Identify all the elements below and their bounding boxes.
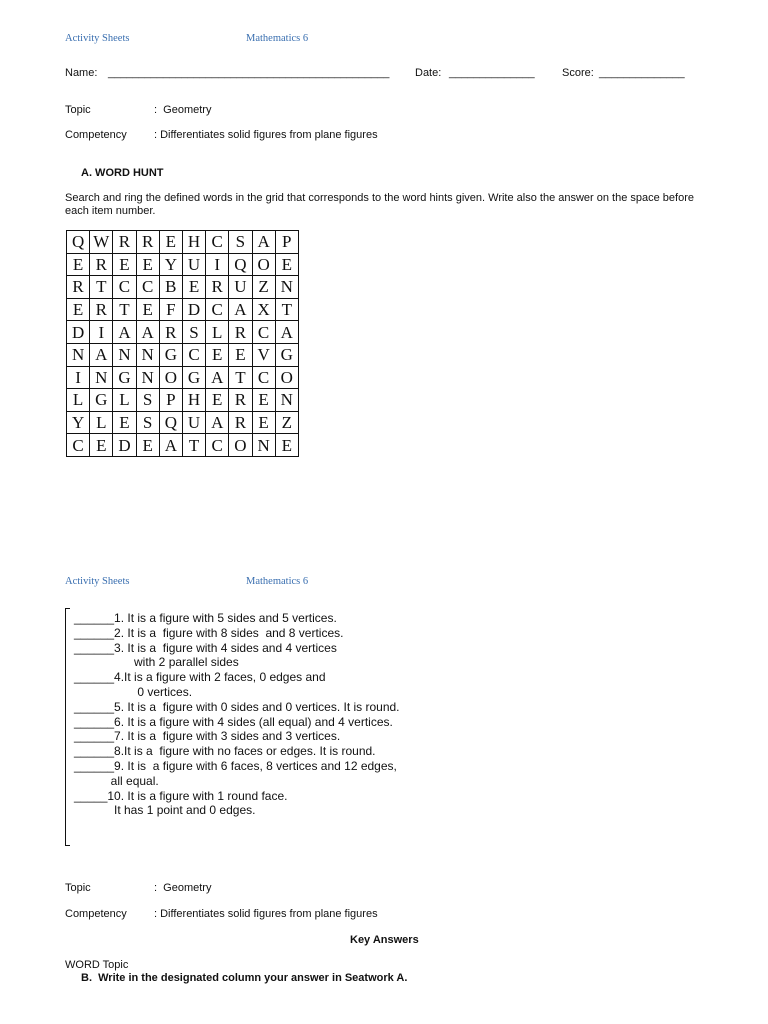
bracket-bottom — [65, 845, 70, 846]
grid-cell: G — [159, 343, 182, 366]
grid-cell: E — [275, 253, 298, 276]
grid-cell: R — [90, 253, 113, 276]
grid-row — [67, 231, 299, 254]
grid-cell: A — [159, 434, 182, 457]
grid-cell: E — [113, 411, 136, 434]
grid-cell: C — [252, 366, 275, 389]
section-b-instruction: B. Write in the designated column your answer in Seatwork A. — [81, 972, 408, 984]
grid-cell: L — [206, 321, 229, 344]
grid-cell: U — [182, 411, 205, 434]
grid-cell: E — [136, 434, 159, 457]
grid-cell: A — [206, 411, 229, 434]
hint-line: 0 vertices. — [74, 684, 193, 699]
grid-cell: I — [67, 366, 90, 389]
topic-label-2: Topic — [65, 882, 91, 894]
grid-cell: E — [206, 389, 229, 412]
hint-line: ______8.It is a figure with no faces or edges. It is round. — [74, 744, 376, 759]
grid-cell: L — [90, 411, 113, 434]
topic-value: : Geometry — [154, 104, 212, 116]
grid-cell: N — [275, 389, 298, 412]
hint-line: _____10. It is a figure with 1 round face. — [74, 788, 288, 803]
grid-cell: Q — [67, 231, 90, 254]
grid-row — [67, 343, 299, 366]
grid-cell: N — [113, 343, 136, 366]
grid-cell: B — [159, 276, 182, 299]
grid-cell: C — [67, 434, 90, 457]
instructions-line-1: Search and ring the defined words in the grid that corresponds to the word hints given. Write also the answer on the space before — [65, 192, 694, 204]
date-label: Date: — [415, 67, 442, 79]
grid-cell: A — [90, 343, 113, 366]
grid-cell: N — [67, 343, 90, 366]
header-left-2: Activity Sheets — [65, 576, 130, 587]
grid-cell: P — [275, 231, 298, 254]
grid-cell: S — [136, 411, 159, 434]
grid-cell: R — [67, 276, 90, 299]
grid-cell: T — [113, 298, 136, 321]
hints-bracket — [65, 608, 66, 846]
grid-cell: G — [182, 366, 205, 389]
grid-cell: F — [159, 298, 182, 321]
hint-line: ______5. It is a figure with 0 sides and 0 vertices. It is round. — [74, 699, 400, 714]
instructions-line-2: each item number. — [65, 205, 156, 217]
grid-cell: R — [229, 411, 252, 434]
grid-cell: E — [206, 343, 229, 366]
header-left: Activity Sheets — [65, 33, 130, 44]
grid-row — [67, 366, 299, 389]
grid-cell: E — [113, 253, 136, 276]
grid-cell: R — [113, 231, 136, 254]
grid-cell: A — [136, 321, 159, 344]
hint-line: with 2 parallel sides — [74, 655, 239, 670]
grid-cell: C — [206, 231, 229, 254]
hint-line: ______2. It is a figure with 8 sides and 8 vertices. — [74, 625, 344, 640]
grid-cell: E — [275, 434, 298, 457]
grid-cell: C — [136, 276, 159, 299]
grid-cell: Y — [67, 411, 90, 434]
grid-cell: R — [159, 321, 182, 344]
grid-cell: T — [182, 434, 205, 457]
grid-cell: G — [90, 389, 113, 412]
grid-cell: N — [136, 366, 159, 389]
hint-line: ______7. It is a figure with 3 sides and 3 vertices. — [74, 729, 341, 744]
grid-cell: P — [159, 389, 182, 412]
grid-cell: D — [67, 321, 90, 344]
grid-cell: N — [136, 343, 159, 366]
grid-cell: E — [229, 343, 252, 366]
competency-label-2: Competency — [65, 908, 127, 920]
hint-line: ______1. It is a figure with 5 sides and 5 vertices. — [74, 611, 337, 625]
grid-row — [67, 389, 299, 412]
grid-cell: O — [275, 366, 298, 389]
date-line: ______________ — [449, 67, 535, 79]
grid-cell: U — [182, 253, 205, 276]
grid-cell: V — [252, 343, 275, 366]
grid-cell: U — [229, 276, 252, 299]
hint-line: all equal. — [74, 773, 159, 788]
grid-cell: S — [136, 389, 159, 412]
grid-cell: E — [136, 253, 159, 276]
grid-row — [67, 298, 299, 321]
grid-cell: I — [90, 321, 113, 344]
grid-cell: H — [182, 231, 205, 254]
grid-cell: E — [136, 298, 159, 321]
grid-cell: S — [182, 321, 205, 344]
hint-line: ______9. It is a figure with 6 faces, 8 vertices and 12 edges, — [74, 758, 397, 773]
grid-row — [67, 276, 299, 299]
grid-cell: T — [229, 366, 252, 389]
grid-cell: R — [136, 231, 159, 254]
grid-cell: C — [206, 298, 229, 321]
competency-value-2: : Differentiates solid figures from plane figures — [154, 908, 378, 920]
grid-cell: Y — [159, 253, 182, 276]
grid-row — [67, 434, 299, 457]
header-right: Mathematics 6 — [246, 33, 309, 44]
grid-row — [67, 321, 299, 344]
hint-line: ______4.It is a figure with 2 faces, 0 edges and — [74, 670, 326, 685]
grid-cell: R — [90, 298, 113, 321]
grid-cell: I — [206, 253, 229, 276]
grid-cell: Q — [159, 411, 182, 434]
grid-cell: O — [229, 434, 252, 457]
grid-cell: R — [229, 321, 252, 344]
grid-cell: D — [182, 298, 205, 321]
hints-list — [74, 611, 400, 818]
grid-cell: Z — [275, 411, 298, 434]
grid-cell: C — [206, 434, 229, 457]
grid-cell: A — [252, 231, 275, 254]
grid-row — [67, 253, 299, 276]
grid-cell: D — [113, 434, 136, 457]
grid-cell: O — [252, 253, 275, 276]
grid-cell: G — [113, 366, 136, 389]
grid-cell: W — [90, 231, 113, 254]
word-hunt-grid — [66, 230, 299, 457]
grid-cell: H — [182, 389, 205, 412]
bracket-top — [65, 608, 70, 609]
grid-cell: C — [113, 276, 136, 299]
grid-cell: A — [113, 321, 136, 344]
key-answers-heading: Key Answers — [350, 934, 419, 946]
name-label: Name: — [65, 67, 98, 79]
grid-cell: R — [229, 389, 252, 412]
hint-line: It has 1 point and 0 edges. — [74, 803, 256, 818]
grid-cell: R — [206, 276, 229, 299]
grid-cell: C — [182, 343, 205, 366]
grid-cell: E — [90, 434, 113, 457]
grid-row — [67, 411, 299, 434]
grid-cell: Q — [229, 253, 252, 276]
grid-cell: A — [275, 321, 298, 344]
topic-value-2: : Geometry — [154, 882, 212, 894]
grid-cell: L — [67, 389, 90, 412]
grid-cell: E — [252, 389, 275, 412]
score-label: Score: — [562, 67, 594, 79]
grid-cell: S — [229, 231, 252, 254]
grid-cell: N — [275, 276, 298, 299]
grid-cell: L — [113, 389, 136, 412]
grid-cell: N — [90, 366, 113, 389]
word-topic: WORD Topic — [65, 959, 129, 971]
grid-cell: E — [252, 411, 275, 434]
grid-cell: T — [90, 276, 113, 299]
grid-cell: A — [206, 366, 229, 389]
grid-cell: T — [275, 298, 298, 321]
header-right-2: Mathematics 6 — [246, 576, 309, 587]
grid-cell: C — [252, 321, 275, 344]
hint-line: ______3. It is a figure with 4 sides and 4 vertices — [74, 640, 337, 655]
section-a-title: A. WORD HUNT — [81, 167, 164, 179]
grid-cell: E — [67, 298, 90, 321]
grid-cell: N — [252, 434, 275, 457]
grid-cell: X — [252, 298, 275, 321]
grid-cell: Z — [252, 276, 275, 299]
grid-cell: A — [229, 298, 252, 321]
grid-cell: O — [159, 366, 182, 389]
grid-cell: E — [182, 276, 205, 299]
name-line: ______________________________________________ — [108, 67, 390, 79]
competency-label: Competency — [65, 129, 127, 141]
score-line: ______________ — [599, 67, 685, 79]
grid-cell: E — [159, 231, 182, 254]
topic-label: Topic — [65, 104, 91, 116]
hint-line: ______6. It is a figure with 4 sides (all equal) and 4 vertices. — [74, 714, 393, 729]
competency-value: : Differentiates solid figures from plane figures — [154, 129, 378, 141]
grid-cell: E — [67, 253, 90, 276]
grid-cell: G — [275, 343, 298, 366]
